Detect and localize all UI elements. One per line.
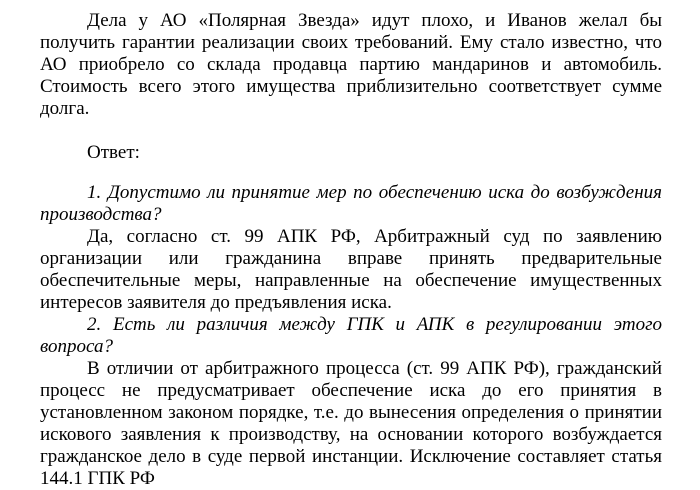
case-description-paragraph: Дела у АО «Полярная Звезда» идут плохо, и Иванов желал бы получить гарантии реализации своих требований. Ему стало известно, что АО приобрело со склада продавца партию мандаринов и автомобиль. Стоимость всего этого имущества приблизительно соответствует сумме долга. xyxy=(40,10,662,119)
answer-2-paragraph: В отличии от арбитражного процесса (ст. 99 АПК РФ), гражданский процесс не предусматривает обеспечение иска до его принятия в установленном законом порядке, т.е. до вынесения определения о принятии искового заявления к производству, на основании которого возбуждается гражданское дело в суде первой инстанции. Исключение составляет статья 144.1 ГПК РФ xyxy=(40,358,662,489)
document-page xyxy=(40,0,662,489)
answer-1-paragraph: Да, согласно ст. 99 АПК РФ, Арбитражный суд по заявлению организации или гражданина вправе принять предварительные обеспечительные меры, направленные на обеспечение имущественных интересов заявителя до предъявления иска. xyxy=(40,226,662,313)
answer-label: Ответ: xyxy=(87,142,140,163)
question-1: 1. Допустимо ли принятие мер по обеспечению иска до возбуждения производства? xyxy=(40,182,662,225)
question-2: 2. Есть ли различия между ГПК и АПК в регулировании этого вопроса? xyxy=(40,314,662,357)
